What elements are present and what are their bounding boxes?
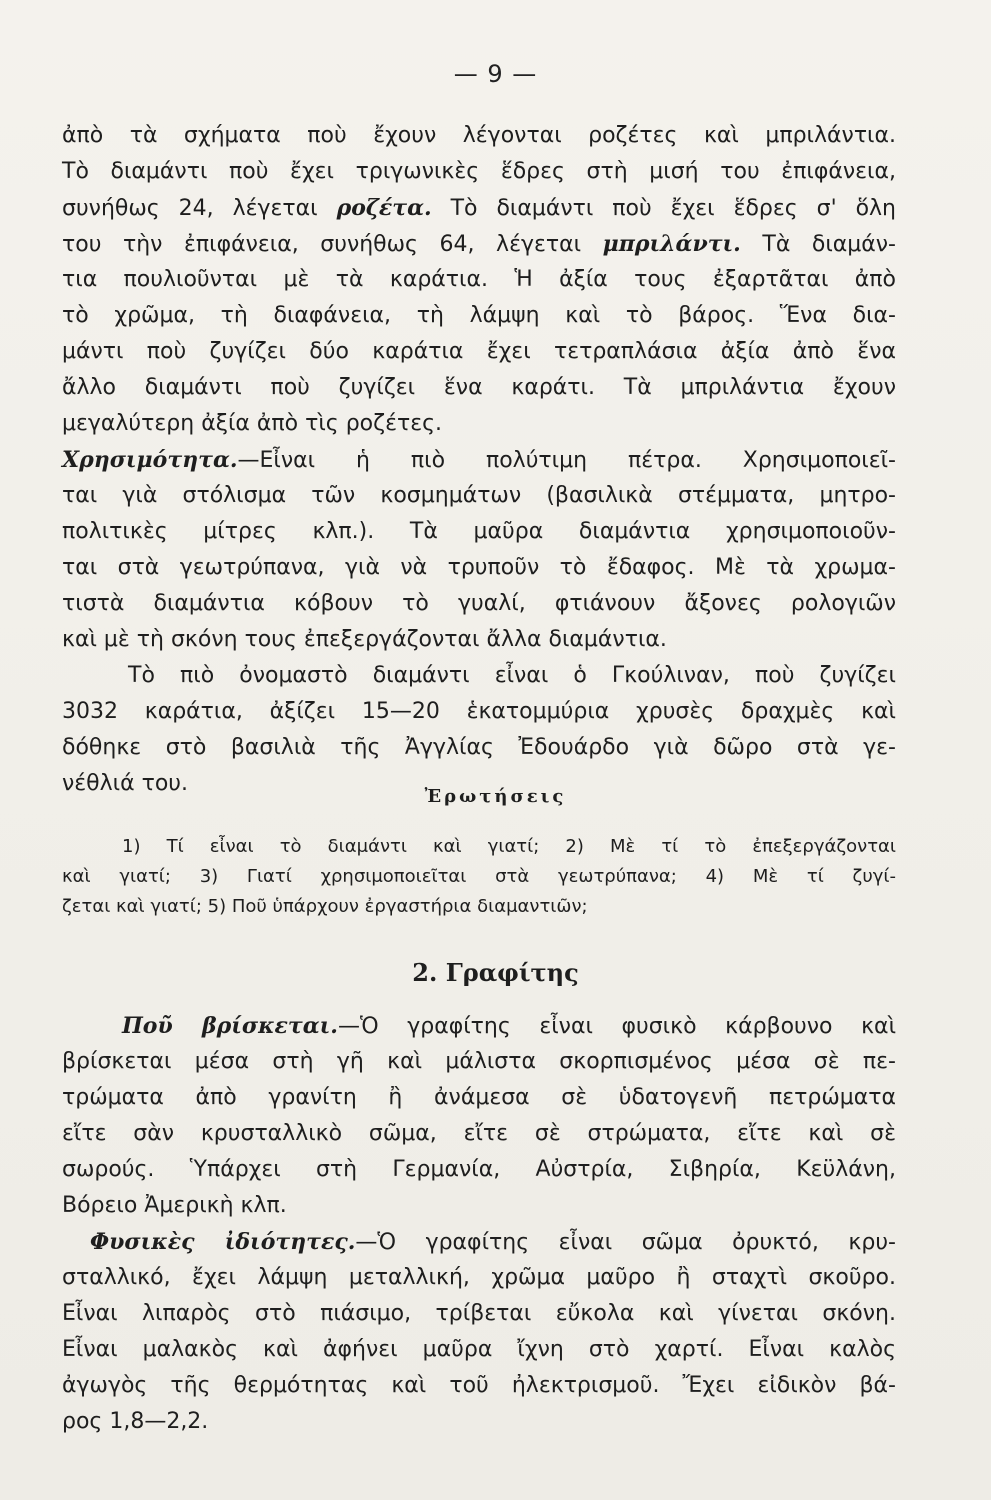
text-fragment: Τὸ διαμάντι ποὺ ἔχει ἕδρες σ' ὅλη — [431, 196, 897, 221]
text-line — [122, 1010, 896, 1042]
questions-title: Ἐρωτήσεις — [424, 786, 567, 807]
text-line: εἴτε σὰν κρυσταλλικὸ σῶμα, εἴτε σὲ στρώματα, εἴτε καὶ σὲ — [62, 1121, 896, 1146]
term-rozeta: ροζέτα. — [336, 195, 432, 221]
text-line: σταλλικό, ἔχει λάμψη μεταλλική, χρῶμα μαῦρο ἢ σταχτὶ σκοῦρο. — [62, 1265, 896, 1290]
text-line: τὸ χρῶμα, τὴ διαφάνεια, τὴ λάμψη καὶ τὸ βάρος. Ἕνα δια- — [62, 303, 896, 328]
subheading-physical-properties: Φυσικὲς ἰδιότητες. — [90, 1229, 356, 1255]
text-line: Τὸ πιὸ ὀνομαστὸ διαμάντι εἶναι ὁ Γκούλιναν, ποὺ ζυγίζει — [128, 663, 896, 688]
question-line: καὶ γιατί; 3) Γιατί χρησιμοποιεῖται στὰ γεωτρύπανα; 4) Μὲ τί ζυγί- — [62, 866, 896, 887]
text-line: ἄλλο διαμάντι ποὺ ζυγίζει ἕνα καράτι. Τὰ μπριλάντια ἔχουν — [62, 375, 896, 400]
text-line: Εἶναι μαλακὸς καὶ ἀφήνει μαῦρα ἴχνη στὸ χαρτί. Εἶναι καλὸς — [62, 1337, 896, 1362]
text-line: ἀπὸ τὰ σχήματα ποὺ ἔχουν λέγονται ροζέτες καὶ μπριλάντια. — [62, 123, 896, 148]
text-line: μεγαλύτερη ἀξία ἀπὸ τὶς ροζέτες. — [62, 411, 443, 436]
text-line: 3032 καράτια, ἀξίζει 15—20 ἑκατομμύρια χρυσὲς δραχμὲς καὶ — [62, 699, 896, 724]
section-title-graphite: 2. Γραφίτης — [412, 958, 579, 987]
text-line: τρώματα ἀπὸ γρανίτη ἢ ἀνάμεσα σὲ ὑδατογενῆ πετρώματα — [62, 1085, 896, 1110]
text-line: ἀγωγὸς τῆς θερμότητας καὶ τοῦ ἠλεκτρισμοῦ. Ἔχει εἰδικὸν βά- — [62, 1373, 896, 1398]
text-fragment: —Ὁ γραφίτης εἶναι φυσικὸ κάρβουνο καὶ — [337, 1014, 897, 1039]
subheading-usefulness: Χρησιμότητα. — [62, 447, 238, 473]
text-line: Εἶναι λιπαρὸς στὸ πιάσιμο, τρίβεται εὔκολα καὶ γίνεται σκόνη. — [62, 1301, 896, 1326]
text-line: τια πουλιοῦνται μὲ τὰ καράτια. Ἡ ἀξία τους ἐξαρτᾶται ἀπὸ — [62, 267, 896, 292]
text-line: ρος 1,8—2,2. — [62, 1409, 209, 1434]
page-number: — 9 — — [453, 60, 538, 88]
text-line — [62, 228, 896, 260]
subheading-where-found: Ποῦ βρίσκεται. — [122, 1013, 338, 1039]
text-line — [62, 192, 896, 224]
text-line: Τὸ διαμάντι ποὺ ἔχει τριγωνικὲς ἕδρες στὴ μισή του ἐπιφάνεια, — [62, 159, 896, 184]
text-line: ται γιὰ στόλισμα τῶν κοσμημάτων (βασιλικὰ στέμματα, μητρο- — [62, 483, 896, 508]
text-line — [62, 444, 896, 476]
question-line: ζεται καὶ γιατί; 5) Ποῦ ὑπάρχουν ἐργαστήρια διαμαντιῶν; — [62, 896, 588, 917]
text-fragment: του τὴν ἐπιφάνεια, συνήθως 64, λέγεται — [62, 232, 603, 257]
text-fragment: —Εἶναι ἡ πιὸ πολύτιμη πέτρα. Χρησιμοποιεῖ- — [237, 448, 896, 473]
text-line: βρίσκεται μέσα στὴ γῆ καὶ μάλιστα σκορπισμένος μέσα σὲ πε- — [62, 1049, 896, 1074]
text-fragment: Τὰ διαμάν- — [740, 232, 896, 257]
question-line: 1) Τί εἶναι τὸ διαμάντι καὶ γιατί; 2) Μὲ τί τὸ ἐπεξεργάζονται — [122, 836, 896, 857]
text-fragment: συνήθως 24, λέγεται — [62, 196, 337, 221]
text-line: Βόρειο Ἀμερικὴ κλπ. — [62, 1193, 287, 1218]
text-line: δόθηκε στὸ βασιλιὰ τῆς Ἀγγλίας Ἐδουάρδο γιὰ δῶρο στὰ γε- — [62, 735, 896, 760]
term-brilanti: μπριλάντι. — [602, 231, 741, 257]
text-line: πολιτικὲς μίτρες κλπ.). Τὰ μαῦρα διαμάντια χρησιμοποιοῦν- — [62, 519, 896, 544]
text-line: τιστὰ διαμάντια κόβουν τὸ γυαλί, φτιάνουν ἄξονες ρολογιῶν — [62, 591, 896, 616]
text-line: νέθλιά του. — [62, 771, 189, 796]
text-fragment: —Ὁ γραφίτης εἶναι σῶμα ὀρυκτό, κρυ- — [355, 1230, 896, 1255]
text-line: σωρούς. Ὑπάρχει στὴ Γερμανία, Αὐστρία, Σιβηρία, Κεϋλάνη, — [62, 1157, 896, 1182]
text-line: μάντι ποὺ ζυγίζει δύο καράτια ἔχει τετραπλάσια ἀξία ἀπὸ ἕνα — [62, 339, 896, 364]
text-line: ται στὰ γεωτρύπανα, γιὰ νὰ τρυποῦν τὸ ἔδαφος. Μὲ τὰ χρωμα- — [62, 555, 896, 580]
text-line: καὶ μὲ τὴ σκόνη τους ἐπεξεργάζονται ἄλλα διαμάντια. — [62, 627, 667, 652]
text-line — [90, 1226, 896, 1258]
